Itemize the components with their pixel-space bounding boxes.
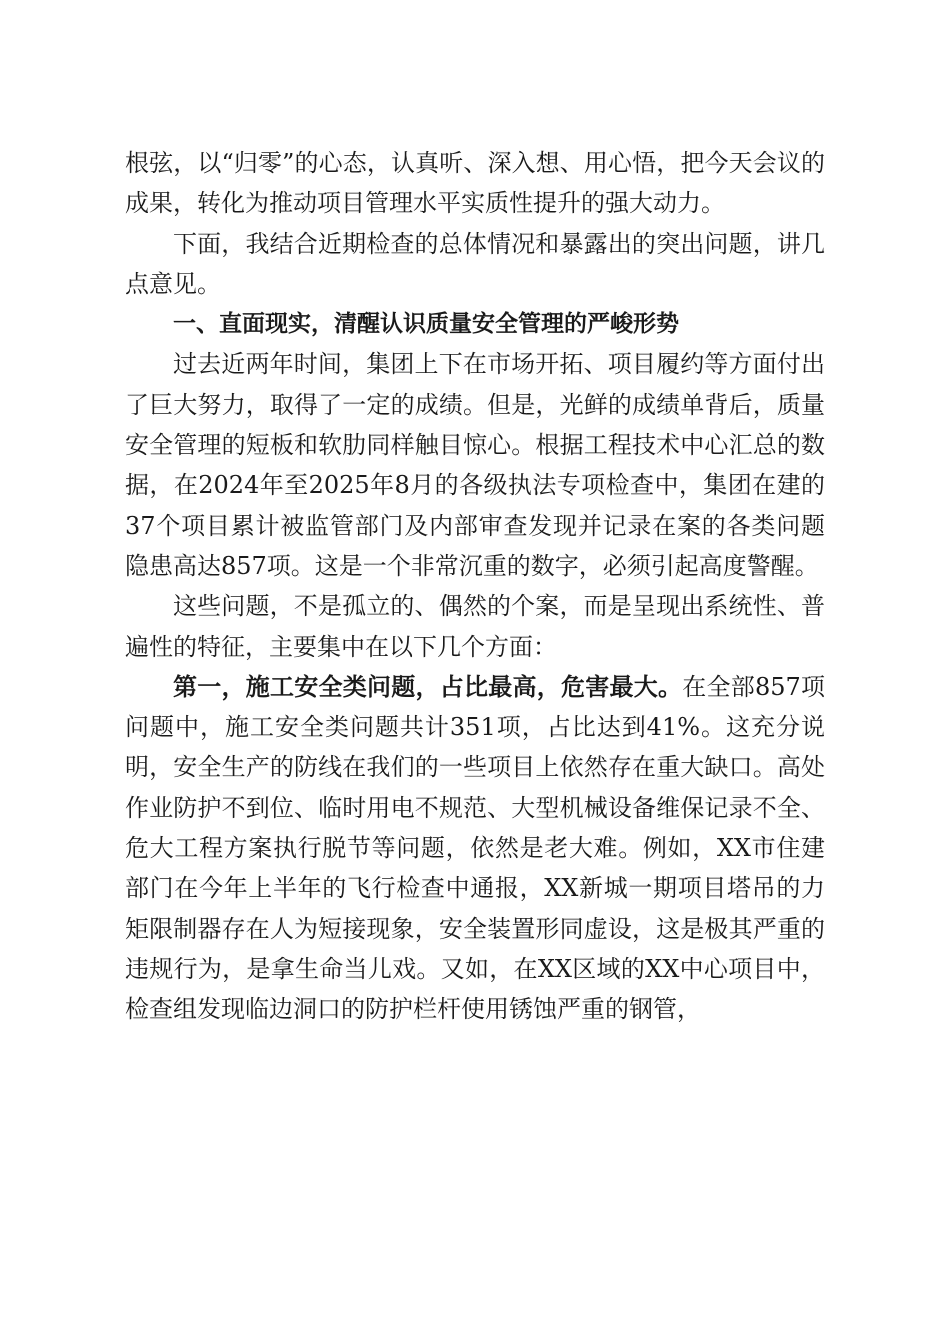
paragraph-overview: 过去近两年时间，集团上下在市场开拓、项目履约等方面付出了巨大努力，取得了一定的成绩。但是，光鲜的成绩单背后，质量安全管理的短板和软肋同样触目惊心。根据工程技术中心汇总的数据，在2024年至2025年8月的各级执法专项检查中，集团在建的37个项目累计被监管部门及内部审查发现并记录在案的各类问题隐患高达857项。这是一个非常沉重的数字，必须引起高度警醒。	[125, 350, 825, 580]
paragraph-lead-bold: 第一，施工安全类问题，占比最高，危害最大。	[173, 671, 683, 701]
paragraph-continuation: 根弦，以“归零”的心态，认真听、深入想、用心悟，把今天会议的成果，转化为推动项目管理水平实质性提升的强大动力。	[125, 149, 825, 218]
section-heading-1: 一、直面现实，清醒认识质量安全管理的严峻形势	[173, 311, 679, 338]
paragraph-safety-issues	[125, 667, 825, 1030]
paragraph-body: 在全部857项问题中，施工安全类问题共计351项，占比达到41%。这充分说明，安全生产的防线在我们的一些项目上依然存在重大缺口。高处作业防护不到位、临时用电不规范、大型机械设备维保记录不全、危大工程方案执行脱节等问题，依然是老大难。例如，XX市住建部门在今年上半年的飞行检查中通报，XX新城一期项目塔吊的力矩限制器存在人为短接现象，安全装置形同虚设，这是极其严重的违规行为，是拿生命当儿戏。又如，在XX区域的XX中心项目中，检查组发现临边洞口的防护栏杆使用锈蚀严重的钢管，	[125, 672, 826, 1024]
paragraph-features: 这些问题，不是孤立的、偶然的个案，而是呈现出系统性、普遍性的特征，主要集中在以下几个方面：	[125, 592, 825, 661]
document-page	[125, 143, 825, 1030]
paragraph-intro: 下面，我结合近期检查的总体情况和暴露出的突出问题，讲几点意见。	[125, 229, 825, 298]
